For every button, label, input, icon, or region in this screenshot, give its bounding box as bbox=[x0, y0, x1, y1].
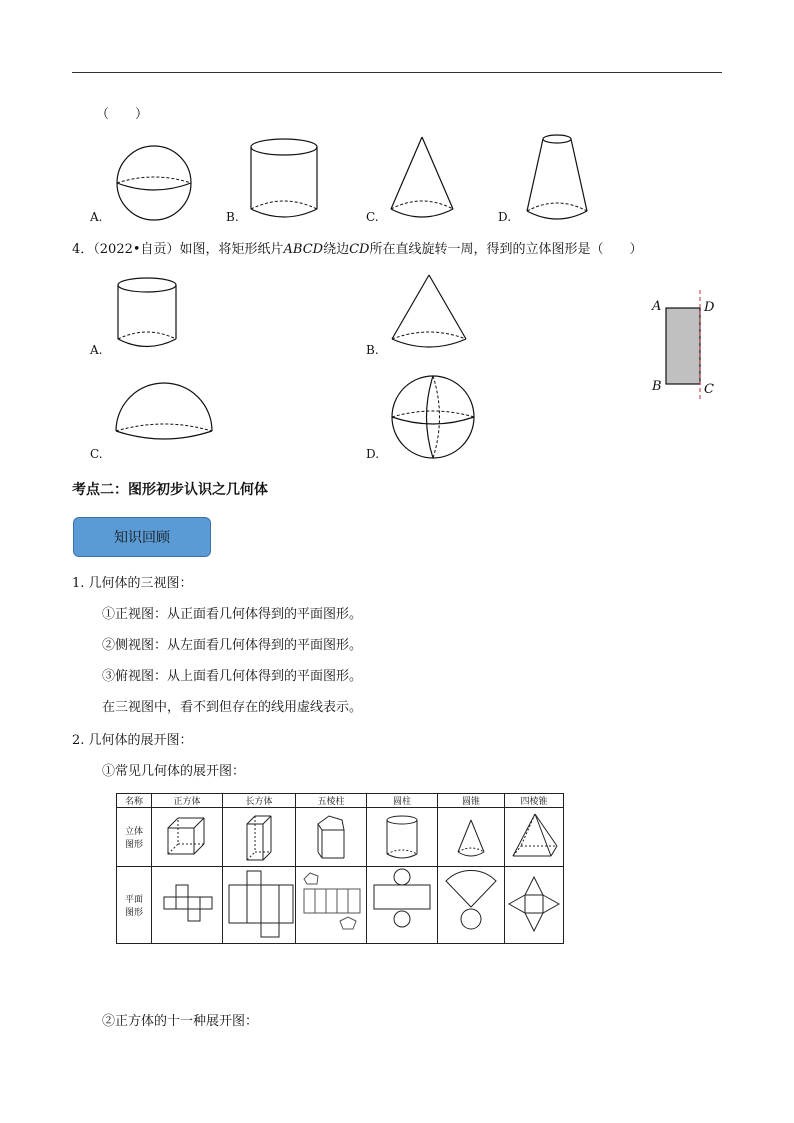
q3-blank: （ ） bbox=[96, 107, 149, 122]
table-header-row bbox=[117, 794, 564, 808]
q4-stem-suffix: 所在直线旋转一周，得到的立体图形是（ ） bbox=[369, 242, 643, 257]
pyramid-solid-cell bbox=[505, 808, 564, 867]
table-row-solid bbox=[117, 808, 564, 867]
item2-heading: 2. 几何体的展开图： bbox=[72, 733, 193, 748]
q4-stem-cd: CD bbox=[349, 242, 370, 257]
q4-hemisphere-figure bbox=[116, 383, 212, 439]
q3-frustum-figure bbox=[527, 135, 587, 219]
q3-cone-figure bbox=[391, 137, 453, 217]
q3-sphere-figure bbox=[117, 146, 191, 220]
q3-figures bbox=[100, 135, 620, 230]
cone-net-cell bbox=[438, 867, 505, 944]
table-header-cell: 五棱柱 bbox=[296, 794, 367, 808]
q4-option-d: D. bbox=[366, 447, 380, 461]
q4-stem-abcd: ABCD bbox=[283, 242, 324, 257]
nets-table bbox=[116, 793, 564, 944]
table-header-cell: 正方体 bbox=[152, 794, 223, 808]
header-rule bbox=[72, 72, 722, 73]
figure-label-a: A bbox=[652, 299, 662, 314]
cuboid-net-cell bbox=[223, 867, 296, 944]
view-top: ③俯视图：从上面看几何体得到的平面图形。 bbox=[102, 669, 363, 684]
pentagonal-prism-solid-cell bbox=[296, 808, 367, 867]
table-header-cell: 长方体 bbox=[223, 794, 296, 808]
q4-figures bbox=[110, 275, 490, 465]
cube-net-cell bbox=[152, 867, 223, 944]
table-header-cell: 圆锥 bbox=[438, 794, 505, 808]
view-side: ②侧视图：从左面看几何体得到的平面图形。 bbox=[102, 638, 363, 653]
cylinder-net-cell bbox=[367, 867, 438, 944]
knowledge-review-button[interactable]: 知识回顾 bbox=[73, 517, 211, 557]
figure-label-d: D bbox=[704, 300, 715, 315]
q4-option-a: A. bbox=[90, 343, 103, 357]
cuboid-solid-cell bbox=[223, 808, 296, 867]
q3-option-c: C. bbox=[366, 210, 379, 224]
cylinder-solid-cell bbox=[367, 808, 438, 867]
table-header-cell: 名称 bbox=[117, 794, 152, 808]
q4-stem-prefix: 4．（2022•自贡）如图，将矩形纸片 bbox=[72, 242, 284, 257]
cube-solid-cell bbox=[152, 808, 223, 867]
nets-subheading: ①常见几何体的展开图： bbox=[102, 764, 246, 779]
q3-option-d: D. bbox=[498, 210, 512, 224]
table-header-cell: 四棱锥 bbox=[505, 794, 564, 808]
table-row-net bbox=[117, 867, 564, 944]
rectangle-abcd-figure bbox=[650, 290, 730, 405]
pyramid-net-cell bbox=[505, 867, 564, 944]
q3-option-b: B. bbox=[226, 210, 239, 224]
q4-cone-figure bbox=[392, 275, 466, 347]
row-label-net: 平面 图形 bbox=[117, 867, 152, 944]
q3-option-a: A. bbox=[90, 210, 103, 224]
row-label-solid: 立体 图形 bbox=[117, 808, 152, 867]
cube-nets-subheading: ②正方体的十一种展开图： bbox=[102, 1014, 259, 1029]
q4-option-b: B. bbox=[366, 343, 379, 357]
figure-label-b: B bbox=[652, 379, 662, 394]
pentagonal-prism-net-cell bbox=[296, 867, 367, 944]
cone-solid-cell bbox=[438, 808, 505, 867]
q4-cylinder-figure bbox=[118, 278, 176, 347]
q3-cylinder-figure bbox=[251, 139, 317, 217]
q4-stem-mid: 绕边 bbox=[323, 242, 350, 257]
section-title: 考点二：图形初步认识之几何体 bbox=[72, 482, 268, 498]
view-front: ①正视图：从正面看几何体得到的平面图形。 bbox=[102, 607, 363, 622]
table-header-cell: 圆柱 bbox=[367, 794, 438, 808]
q4-sphere-figure bbox=[392, 376, 474, 458]
view-note: 在三视图中，看不到但存在的线用虚线表示。 bbox=[102, 700, 363, 715]
q4-option-c: C. bbox=[90, 447, 103, 461]
q4-stem bbox=[72, 238, 643, 257]
item1-heading: 1. 几何体的三视图： bbox=[72, 576, 193, 591]
figure-label-c: C bbox=[704, 382, 714, 397]
